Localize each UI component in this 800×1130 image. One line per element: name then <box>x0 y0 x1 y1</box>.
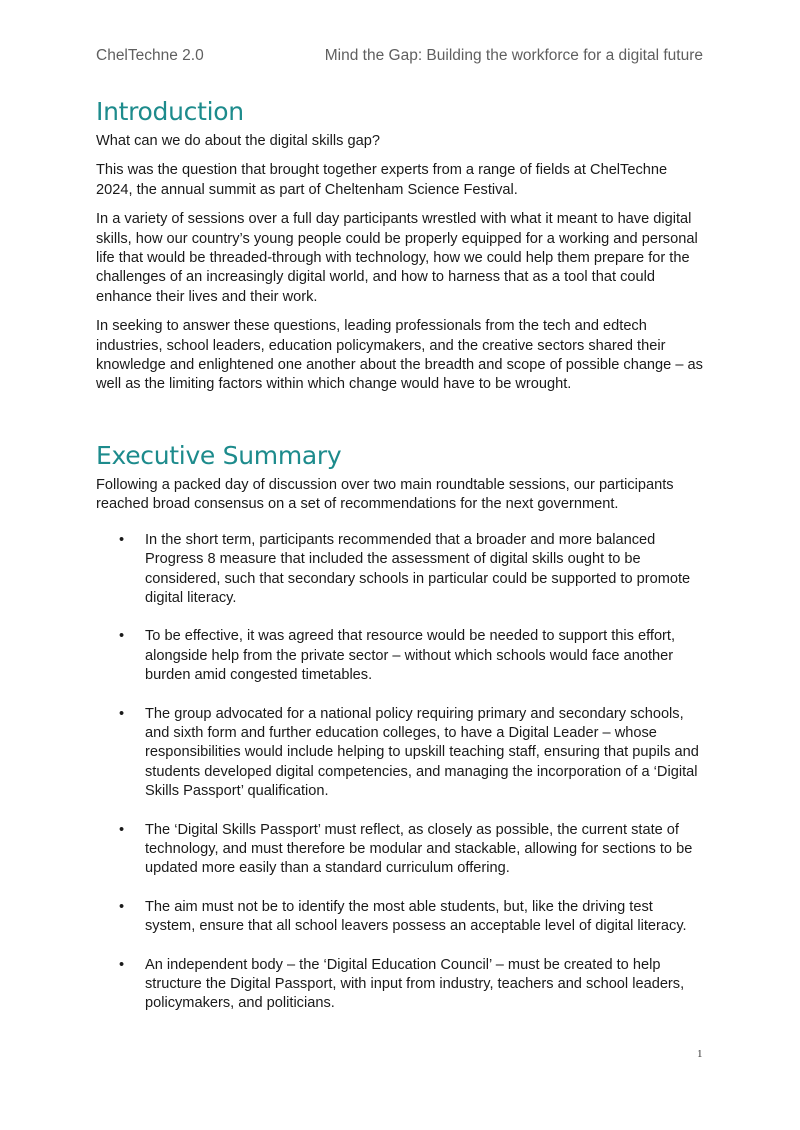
header-right: Mind the Gap: Building the workforce for a digital future <box>324 47 703 64</box>
bullet-icon: • <box>119 821 125 838</box>
header-left: ChelTechne 2.0 <box>96 47 204 64</box>
list-item <box>96 956 706 1014</box>
page-number: 1 <box>697 1048 703 1060</box>
list-item-text: To be effective, it was agreed that resource would be needed to support this effort, alongside help from the private sector – without which schools would face another burden amid congested timetables. <box>145 628 676 684</box>
bullet-icon: • <box>119 705 125 722</box>
list-item <box>96 898 706 937</box>
page-content <box>96 95 706 1033</box>
introduction-heading: Introduction <box>96 97 244 126</box>
list-item <box>96 821 706 879</box>
list-item-text: The aim must not be to identify the most able students, but, like the driving test system, ensure that all school leavers possess an acceptable level of digital literacy. <box>145 898 687 935</box>
bullet-icon: • <box>119 956 125 973</box>
list-item <box>96 627 706 685</box>
list-item <box>96 705 706 802</box>
list-item <box>96 531 706 609</box>
bullet-icon: • <box>119 628 125 645</box>
recommendations-list <box>96 531 706 1014</box>
summary-intro: Following a packed day of discussion over two main roundtable sessions, our participants reached broad consensus on a set of recommendations for the next government. <box>96 476 674 513</box>
bullet-icon: • <box>119 531 125 548</box>
executive-summary-heading: Executive Summary <box>96 440 342 470</box>
intro-paragraph: This was the question that brought together experts from a range of fields at ChelTechne 2024, the annual summit as part of Cheltenham Science Festival. <box>96 162 668 198</box>
intro-paragraph: In a variety of sessions over a full day participants wrestled with what it meant to have digital skills, how our country’s young people could be properly equipped for a working and personal life that would be threaded-through with technology, how we could help them prepare for the challenges of an increasingly digital world, and how to harness that as a tool that could enhance their lives and their work. <box>96 211 698 305</box>
bullet-icon: • <box>119 898 125 915</box>
intro-paragraph: What can we do about the digital skills gap? <box>96 133 380 149</box>
list-item-text: The ‘Digital Skills Passport’ must reflect, as closely as possible, the current state of technology, and must therefore be modular and stackable, allowing for sections to be updated more easily than a standard curriculum offering. <box>145 821 693 877</box>
list-item-text: In the short term, participants recommended that a broader and more balanced Progress 8 measure that included the assessment of digital skills ought to be considered, such that secondary schools in particular could be supported to promote digital literacy. <box>145 531 691 606</box>
list-item-text: An independent body – the ‘Digital Education Council’ – must be created to help structure the Digital Passport, with input from industry, teachers and school leaders, policymakers, and politicians. <box>145 956 685 1012</box>
list-item-text: The group advocated for a national policy requiring primary and secondary schools, and sixth form and further education colleges, to have a Digital Leader – whose responsibilities would include helping to upskill teaching staff, ensuring that pupils and students developed digital competencies, and managing the incorporation of a ‘Digital Skills Passport’ qualification. <box>145 705 699 800</box>
running-header <box>96 47 703 65</box>
intro-paragraph: In seeking to answer these questions, leading professionals from the tech and edtech industries, school leaders, education policymakers, and the creative sectors shared their knowledge and enlightened one another about the breadth and scope of possible change – as well as the limiting factors within which change would have to be wrought. <box>96 318 703 393</box>
